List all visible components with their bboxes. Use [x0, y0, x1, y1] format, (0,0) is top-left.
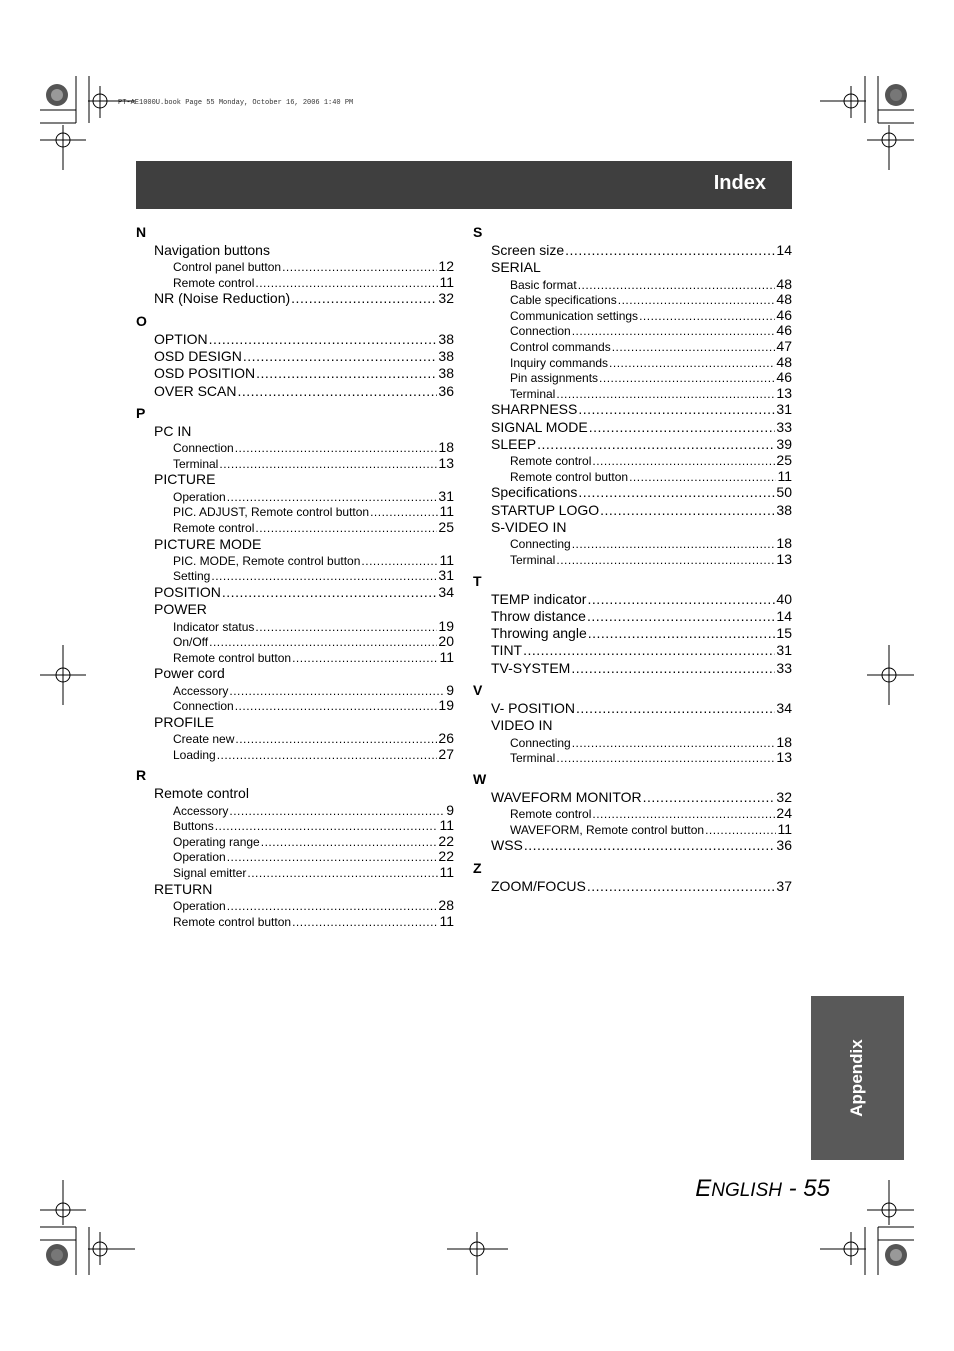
entry-label: POWER [154, 601, 207, 618]
index-subentry [136, 619, 454, 635]
index-entry [136, 383, 454, 400]
dot-leader [587, 878, 776, 895]
dot-leader [255, 276, 438, 291]
entry-label: Indicator status [173, 619, 255, 634]
entry-page-number: 22 [438, 849, 454, 865]
index-entry [473, 591, 792, 608]
entry-page-number: 11 [439, 865, 454, 881]
index-subentry [136, 683, 454, 699]
index-entry [473, 608, 792, 625]
entry-label: V- POSITION [491, 699, 576, 716]
index-entry [136, 348, 454, 365]
index-subentry [136, 803, 454, 819]
index-subentry [136, 568, 454, 584]
dot-leader [572, 537, 776, 552]
index-entry [136, 365, 454, 382]
dot-leader [639, 309, 775, 324]
index-subentry [136, 914, 454, 930]
entry-page-number: 22 [438, 833, 454, 849]
entry-page-number: 31 [438, 488, 454, 504]
entry-label: Basic format [510, 277, 577, 292]
entry-label: VIDEO IN [491, 717, 553, 734]
entry-label: SIGNAL MODE [491, 418, 588, 435]
entry-page-number: 47 [776, 338, 792, 354]
dot-leader [227, 490, 438, 505]
index-entry [136, 536, 454, 553]
section-letter: P [136, 404, 146, 421]
entry-label: Accessory [173, 683, 229, 698]
index-subentry [473, 453, 792, 469]
index-subentry [136, 731, 454, 747]
entry-label: WAVEFORM MONITOR [491, 788, 642, 805]
dot-leader [282, 260, 437, 275]
entry-label: WSS [491, 837, 523, 854]
index-entry [473, 700, 792, 717]
dot-leader [523, 642, 775, 659]
print-header: PT-AE1000U.book Page 55 Monday, October 16, 2006 1:40 PM [118, 99, 354, 107]
dot-leader [370, 505, 438, 520]
section-letter: S [473, 224, 483, 240]
entry-label: Operation [173, 850, 226, 865]
index-section [136, 223, 454, 308]
dot-leader [247, 866, 438, 881]
entry-page-number: 34 [776, 699, 792, 716]
dot-leader [211, 569, 437, 584]
index-entry [136, 714, 454, 731]
index-entry [473, 436, 792, 453]
entry-page-number: 38 [438, 365, 454, 382]
dot-leader [592, 454, 775, 469]
entry-label: Connection [173, 441, 234, 456]
index-entry [473, 625, 792, 642]
dot-leader [599, 371, 775, 386]
dot-leader [587, 591, 775, 608]
index-entry [473, 519, 792, 536]
index-subentry [136, 275, 454, 291]
entry-label: S-VIDEO IN [491, 519, 567, 536]
index-section [473, 572, 792, 677]
entry-label: Connection [510, 324, 571, 339]
entry-label: Communication settings [510, 308, 639, 323]
dot-leader [261, 835, 438, 850]
entry-label: POSITION [154, 584, 221, 601]
index-entry [136, 423, 454, 440]
entry-page-number: 11 [439, 504, 454, 520]
dot-leader [578, 278, 776, 293]
index-entry [136, 290, 454, 307]
entry-page-number: 11 [777, 821, 792, 837]
entry-label: Throwing angle [491, 625, 587, 642]
entry-page-number: 36 [438, 382, 454, 399]
dot-leader [643, 789, 776, 806]
index-entry [136, 601, 454, 618]
entry-label: STARTUP LOGO [491, 501, 600, 518]
index-subentry [473, 552, 792, 568]
entry-label: OPTION [154, 330, 208, 347]
dot-leader [209, 635, 437, 650]
index-subentry [473, 750, 792, 766]
section-letter: R [136, 767, 147, 784]
index-subentry [473, 370, 792, 386]
entry-page-number: 12 [438, 259, 454, 275]
entry-label: NR (Noise Reduction) [154, 290, 291, 307]
entry-page-number: 50 [776, 484, 792, 501]
entry-page-number: 24 [776, 806, 792, 822]
page-title: Index [713, 172, 766, 194]
entry-label: Connection [173, 699, 234, 714]
dot-leader [219, 457, 437, 472]
dot-leader [229, 804, 445, 819]
index-entry [136, 785, 454, 802]
entry-label: Accessory [173, 803, 229, 818]
footer-separator: - [781, 1175, 804, 1202]
dot-leader [618, 293, 776, 308]
dot-leader [227, 899, 438, 914]
dot-leader [227, 850, 438, 865]
index-subentry [136, 698, 454, 714]
entry-label: Screen size [491, 242, 565, 258]
index-subentry [136, 865, 454, 881]
page-number: 55 [803, 1175, 830, 1202]
entry-label: Signal emitter [173, 866, 247, 881]
dot-leader [572, 324, 776, 339]
entry-label: PROFILE [154, 713, 214, 730]
dot-leader [587, 608, 775, 625]
index-column-right [473, 223, 792, 899]
entry-label: Cable specifications [510, 293, 617, 308]
entry-page-number: 40 [776, 590, 792, 607]
entry-page-number: 27 [438, 746, 454, 762]
dot-leader [361, 554, 438, 569]
dot-leader [229, 684, 445, 699]
entry-label: Operation [173, 898, 226, 913]
dot-leader [629, 470, 776, 485]
dot-leader [571, 660, 775, 677]
entry-label: Operation [173, 489, 226, 504]
index-subentry [136, 650, 454, 666]
entry-page-number: 46 [776, 370, 792, 386]
entry-page-number: 9 [446, 802, 454, 818]
entry-label: SERIAL [491, 259, 541, 276]
index-subentry [136, 440, 454, 456]
index-entry [473, 642, 792, 659]
index-subentry [136, 504, 454, 520]
entry-label: Connecting [510, 735, 571, 750]
index-subentry [136, 747, 454, 763]
index-subentry [473, 806, 792, 822]
index-subentry [136, 818, 454, 834]
entry-page-number: 38 [438, 330, 454, 347]
dot-leader [589, 419, 776, 436]
dot-leader [243, 348, 438, 365]
entry-page-number: 11 [777, 468, 792, 484]
entry-label: RETURN [154, 880, 213, 897]
index-subentry [473, 536, 792, 552]
dot-leader [592, 807, 775, 822]
index-subentry [473, 339, 792, 355]
entry-page-number: 20 [438, 634, 454, 650]
entry-label: Loading [173, 747, 216, 762]
entry-label: Remote control button [173, 650, 292, 665]
index-entry [473, 401, 792, 418]
index-banner [136, 161, 792, 209]
entry-label: Connecting [510, 537, 571, 552]
entry-page-number: 38 [438, 348, 454, 365]
index-subentry [136, 849, 454, 865]
entry-label: PICTURE [154, 471, 216, 488]
entry-page-number: 28 [438, 897, 454, 913]
entry-page-number: 36 [776, 837, 792, 854]
dot-leader [565, 242, 775, 259]
index-section [136, 312, 454, 400]
entry-label: PICTURE MODE [154, 535, 262, 552]
entry-page-number: 14 [776, 242, 792, 258]
entry-label: TEMP indicator [491, 590, 587, 607]
dot-leader [237, 383, 437, 400]
entry-label: Control commands [510, 339, 611, 354]
entry-page-number: 26 [438, 731, 454, 747]
entry-page-number: 25 [776, 453, 792, 469]
entry-label: Remote control [173, 275, 255, 290]
entry-page-number: 18 [438, 440, 454, 456]
index-entry [136, 242, 454, 259]
entry-page-number: 25 [438, 519, 454, 535]
entry-page-number: 31 [776, 401, 792, 418]
index-subentry [473, 822, 792, 838]
index-subentry [473, 469, 792, 485]
index-entry [136, 665, 454, 682]
entry-page-number: 34 [438, 584, 454, 601]
entry-label: PC IN [154, 422, 192, 439]
dot-leader [524, 837, 776, 854]
index-entry [136, 331, 454, 348]
entry-page-number: 37 [776, 877, 792, 894]
side-tab-label: Appendix [847, 1039, 866, 1117]
index-entry [473, 484, 792, 501]
entry-label: ZOOM/FOCUS [491, 877, 586, 894]
index-entry [473, 242, 792, 259]
entry-page-number: 19 [438, 618, 454, 634]
index-entry [473, 259, 792, 276]
index-section [473, 859, 792, 895]
entry-page-number: 11 [439, 274, 454, 290]
entry-page-number: 31 [438, 568, 454, 584]
entry-label: Terminal [173, 456, 219, 471]
entry-label: OSD POSITION [154, 365, 256, 382]
entry-label: TV-SYSTEM [491, 659, 571, 676]
entry-page-number: 11 [439, 913, 454, 929]
entry-label: Control panel button [173, 260, 282, 275]
page-footer [695, 1175, 830, 1203]
entry-page-number: 32 [776, 788, 792, 805]
entry-label: Remote control [510, 807, 592, 822]
index-subentry [136, 456, 454, 472]
entry-label: Buttons [173, 819, 214, 834]
index-entry [136, 881, 454, 898]
section-letter: W [473, 770, 487, 787]
entry-page-number: 11 [439, 552, 454, 568]
index-subentry [136, 634, 454, 650]
entry-page-number: 48 [776, 292, 792, 308]
dot-leader [705, 823, 776, 838]
index-subentry [136, 553, 454, 569]
dot-leader [255, 620, 437, 635]
entry-page-number: 38 [776, 501, 792, 518]
entry-label: Terminal [510, 386, 556, 401]
dot-leader [255, 521, 437, 536]
dot-leader [588, 625, 776, 642]
index-subentry [473, 323, 792, 339]
dot-leader [556, 751, 775, 766]
section-letter: O [136, 312, 147, 329]
footer-word-rest: NGLISH [711, 1180, 782, 1201]
appendix-side-tab [811, 996, 904, 1160]
entry-label: Operating range [173, 834, 260, 849]
entry-label: Terminal [510, 552, 556, 567]
section-letter: N [136, 224, 147, 240]
dot-leader [537, 436, 775, 453]
dot-leader [215, 819, 439, 834]
entry-page-number: 18 [776, 536, 792, 552]
index-section [136, 766, 454, 929]
index-entry [473, 878, 792, 895]
entry-page-number: 18 [776, 734, 792, 750]
entry-label: Remote control [154, 785, 249, 802]
index-section [473, 223, 792, 568]
entry-label: Remote control button [173, 914, 292, 929]
entry-page-number: 31 [776, 642, 792, 659]
dot-leader [578, 484, 775, 501]
index-subentry [473, 735, 792, 751]
entry-page-number: 13 [438, 455, 454, 471]
index-subentry [473, 355, 792, 371]
index-entry [473, 660, 792, 677]
entry-page-number: 9 [446, 682, 454, 698]
entry-label: SLEEP [491, 435, 537, 452]
index-subentry [473, 277, 792, 293]
entry-page-number: 39 [776, 435, 792, 452]
entry-page-number: 13 [776, 551, 792, 567]
entry-label: OVER SCAN [154, 382, 237, 399]
index-entry [136, 584, 454, 601]
entry-page-number: 46 [776, 323, 792, 339]
dot-leader [235, 732, 437, 747]
entry-label: Power cord [154, 665, 225, 682]
entry-page-number: 13 [776, 385, 792, 401]
dot-leader [612, 340, 776, 355]
entry-label: Navigation buttons [154, 242, 270, 258]
index-entry [473, 502, 792, 519]
index-entry [473, 419, 792, 436]
index-section [136, 404, 454, 762]
section-letter: T [473, 572, 482, 589]
entry-page-number: 46 [776, 307, 792, 323]
dot-leader [572, 736, 776, 751]
entry-page-number: 48 [776, 276, 792, 292]
index-subentry [136, 489, 454, 505]
dot-leader [556, 387, 775, 402]
footer-word-initial: E [695, 1175, 712, 1202]
index-entry [473, 717, 792, 734]
entry-label: TINT [491, 642, 523, 659]
dot-leader [578, 401, 775, 418]
dot-leader [609, 356, 775, 371]
index-entry [473, 789, 792, 806]
entry-page-number: 19 [438, 698, 454, 714]
index-subentry [473, 308, 792, 324]
dot-leader [292, 651, 438, 666]
entry-label: Inquiry commands [510, 355, 609, 370]
dot-leader [576, 700, 775, 717]
entry-page-number: 11 [439, 649, 454, 665]
entry-label: OSD DESIGN [154, 348, 242, 365]
entry-label: On/Off [173, 635, 209, 650]
entry-label: PIC. ADJUST, Remote control button [173, 505, 370, 520]
entry-label: Remote control button [510, 469, 629, 484]
dot-leader [217, 748, 438, 763]
section-letter: V [473, 681, 483, 698]
dot-leader [235, 441, 438, 456]
entry-label: SHARPNESS [491, 401, 578, 418]
dot-leader [291, 290, 437, 307]
dot-leader [209, 331, 438, 348]
entry-label: Remote control [510, 454, 592, 469]
entry-label: PIC. MODE, Remote control button [173, 553, 361, 568]
index-column-left [136, 223, 454, 933]
entry-page-number: 11 [439, 818, 454, 834]
entry-label: Terminal [510, 751, 556, 766]
entry-label: Create new [173, 732, 235, 747]
entry-page-number: 32 [438, 290, 454, 307]
section-letter: Z [473, 859, 482, 876]
index-subentry [136, 898, 454, 914]
index-subentry [473, 386, 792, 402]
index-section [473, 681, 792, 766]
entry-label: Specifications [491, 484, 578, 501]
dot-leader [222, 584, 438, 601]
entry-page-number: 13 [776, 750, 792, 766]
index-subentry [136, 834, 454, 850]
entry-label: Setting [173, 569, 211, 584]
dot-leader [256, 365, 437, 382]
entry-label: Remote control [173, 520, 255, 535]
entry-label: Throw distance [491, 607, 586, 624]
entry-page-number: 15 [776, 625, 792, 642]
dot-leader [556, 553, 775, 568]
entry-page-number: 14 [776, 607, 792, 624]
index-entry [473, 837, 792, 854]
dot-leader [235, 699, 438, 714]
index-subentry [473, 292, 792, 308]
index-section [473, 770, 792, 855]
entry-label: WAVEFORM, Remote control button [510, 822, 705, 837]
entry-page-number: 33 [776, 659, 792, 676]
entry-page-number: 48 [776, 354, 792, 370]
index-subentry [136, 259, 454, 275]
index-entry [136, 471, 454, 488]
dot-leader [600, 502, 775, 519]
dot-leader [292, 915, 438, 930]
entry-page-number: 33 [776, 418, 792, 435]
entry-label: Pin assignments [510, 371, 599, 386]
index-subentry [136, 520, 454, 536]
